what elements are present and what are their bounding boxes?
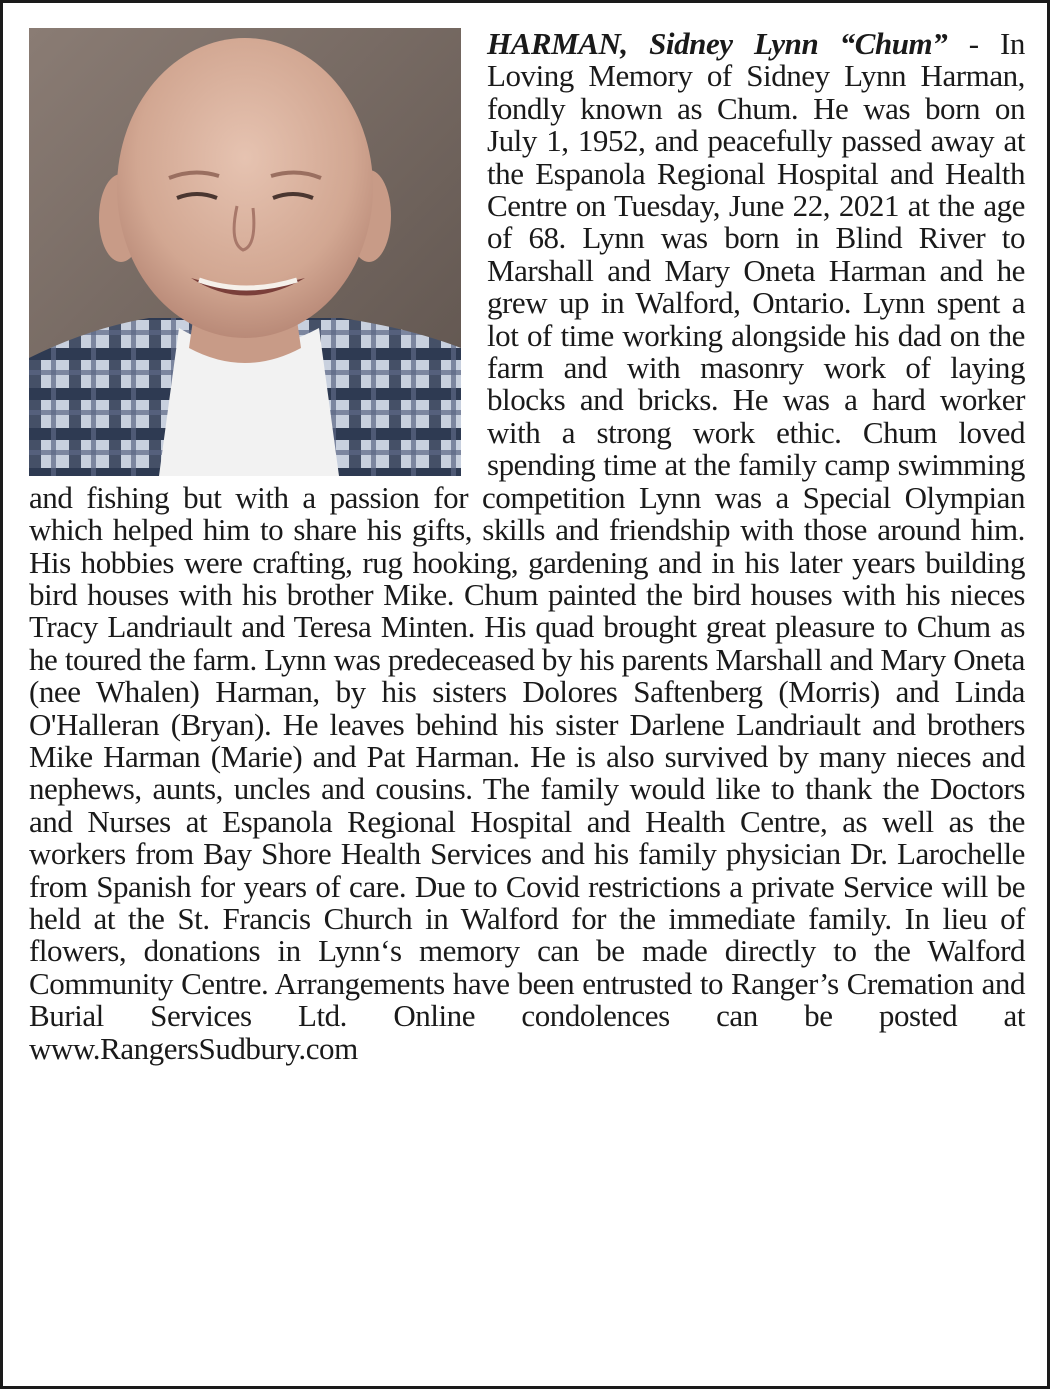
name-separator: - — [947, 26, 979, 61]
obituary-text — [29, 28, 1025, 1065]
obituary-body: In Loving Memory of Sidney Lynn Harman, fondly known as Chum. He was born on July 1, 1952, and peacefully passed away at the Espanola Regional Hospital and Health Centre on Tuesday, June 22, 2021 at the age of 68. Lynn was born in Blind River to Marshall and Mary Oneta Harman and he grew up in Walford, Ontario. Lynn spent a lot of time working alongside his dad on the farm and with masonry work of laying blocks and bricks. He was a hard worker with a strong work ethic. Chum loved spending time at the family camp swimming and fishing but with a passion for competition Lynn was a Special Olympian which helped him to share his gifts, skills and friendship with those around him. His hobbies were crafting, rug hooking, gardening and in his later years building bird houses with his brother Mike. Chum painted the bird houses with his nieces Tracy Landriault and Teresa Minten. His quad brought great pleasure to Chum as he toured the farm. Lynn was predeceased by his parents Marshall and Mary Oneta (nee Whalen) Harman, by his sisters Dolores Saftenberg (Morris) and Linda O'Halleran (Bryan). He leaves behind his sister Darlene Landriault and brothers Mike Harman (Marie) and Pat Harman. He is also survived by many nieces and nephews, aunts, uncles and cousins. The family would like to thank the Doctors and Nurses at Espanola Regional Hospital and Health Centre, as well as the workers from Bay Shore Health Services and his family physician Dr. Larochelle from Spanish for years of care. Due to Covid restrictions a private Service will be held at the St. Francis Church in Walford for the immediate family. In lieu of flowers, donations in Lynn‘s memory can be made directly to the Walford Community Centre. Arrangements have been entrusted to Ranger’s Cremation and Burial Services Ltd. Online condolences can be posted at www.RangersSudbury.com — [29, 26, 1025, 1066]
portrait-photo-icon — [29, 28, 461, 476]
deceased-name: HARMAN, Sidney Lynn “Chum” — [487, 26, 948, 61]
